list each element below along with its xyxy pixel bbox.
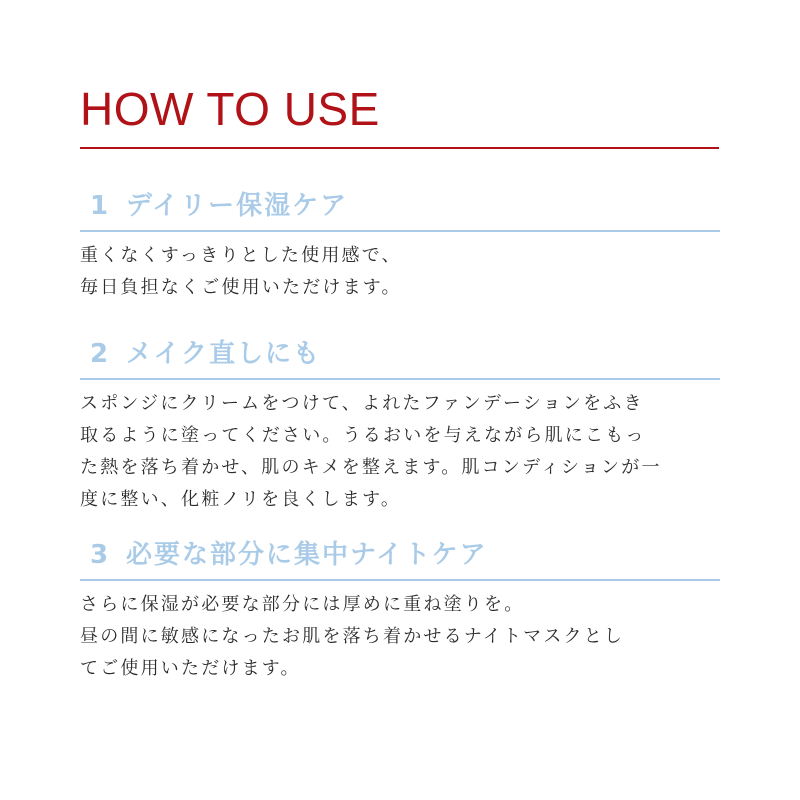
section-3 [80, 535, 720, 685]
body-line: 昼の間に敏感になったお肌を落ち着かせるナイトマスクとし [80, 626, 625, 647]
section-body [80, 240, 720, 304]
section-heading [80, 334, 720, 374]
section-divider [80, 579, 720, 581]
section-divider [80, 378, 720, 380]
body-line: た熱を落ち着かせ、肌のキメを整えます。肌コンディションが一 [80, 457, 662, 478]
section-title: メイク直しにも [126, 339, 321, 369]
section-1 [80, 186, 720, 304]
title-divider [80, 147, 719, 149]
body-line: 取るように塗ってください。うるおいを与えながら肌にこもっ [80, 425, 646, 446]
section-divider [80, 230, 720, 232]
section-body [80, 589, 720, 685]
body-line: スポンジにクリームをつけて、よれたファンデーションをふき [80, 393, 644, 414]
body-line: 重くなくすっきりとした使用感で、 [80, 245, 402, 266]
section-number: 3 [90, 540, 111, 570]
section-title: 必要な部分に集中ナイトケア [126, 540, 488, 570]
section-number: 1 [90, 191, 111, 221]
section-title: デイリー保湿ケア [126, 191, 349, 221]
section-heading [80, 535, 720, 575]
body-line: てご使用いただけます。 [80, 658, 301, 679]
section-number: 2 [90, 339, 111, 369]
section-body [80, 388, 720, 516]
body-line: さらに保湿が必要な部分には厚めに重ね塗りを。 [80, 594, 525, 615]
section-heading [80, 186, 720, 226]
section-2 [80, 334, 720, 516]
body-line: 度に整い、化粧ノリを良くします。 [80, 489, 402, 510]
body-line: 毎日負担なくご使用いただけます。 [80, 277, 402, 298]
page-title: HOW TO USE [80, 83, 380, 135]
